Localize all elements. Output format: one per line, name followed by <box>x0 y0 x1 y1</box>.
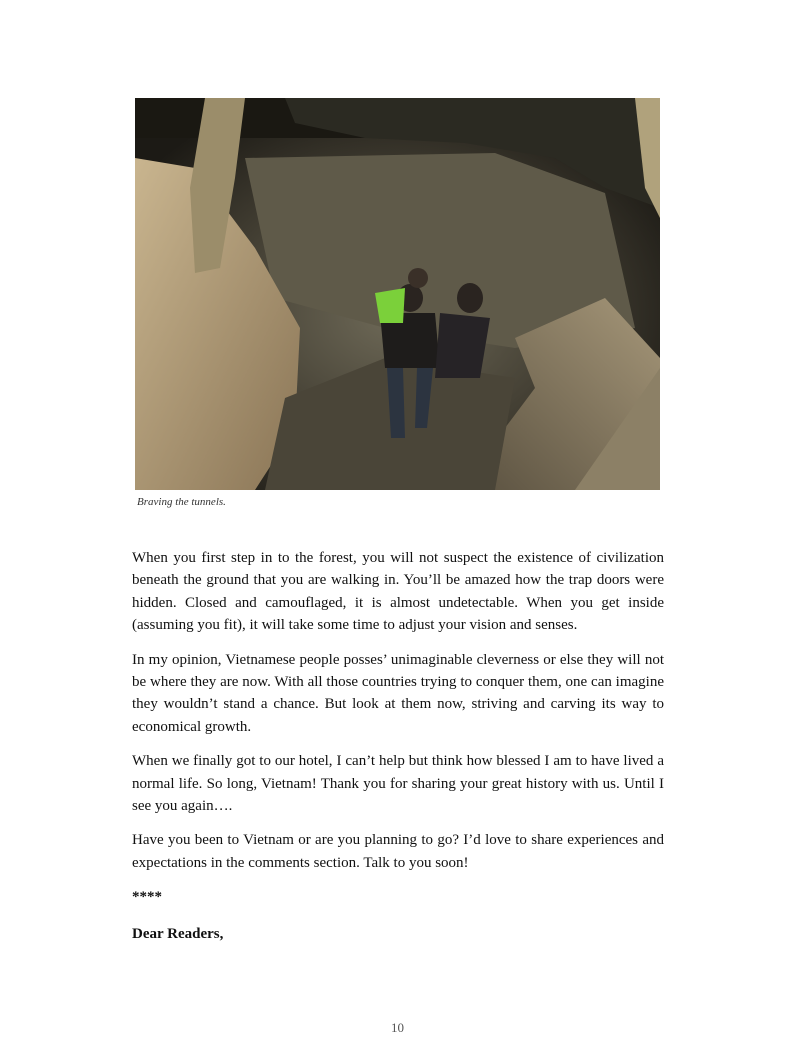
paragraph: Have you been to Vietnam or are you planning to go? I’d love to share experiences and expectations in the comments section. Talk to you soon! <box>132 832 664 871</box>
paragraph: When we finally got to our hotel, I can’t help but think how blessed I am to have lived a normal life. So long, Vietnam! Thank you for sharing your great history with us. Until I see you again…. <box>132 753 664 815</box>
article-body <box>132 547 664 957</box>
paragraph: In my opinion, Vietnamese people posses’ unimaginable cleverness or else they will not be where they are now. With all those countries trying to conquer them, one can imagine they wouldn’t stand a chance. But look at them now, striving and carving its way to economical growth. <box>132 651 664 735</box>
paragraph: When you first step in to the forest, you will not suspect the existence of civilization beneath the ground that you are walking in. You’ll be amazed how the trap doors were hidden. Closed and camouflaged, it is almost undetectable. When you get inside (assuming you fit), it will take some time to adjust your vision and senses. <box>132 550 664 634</box>
tunnel-photo <box>135 98 660 490</box>
page-number: 10 <box>391 1020 404 1035</box>
photo-caption: Braving the tunnels. <box>137 496 226 508</box>
section-separator: **** <box>132 889 162 906</box>
salutation: Dear Readers, <box>132 925 224 942</box>
tunnel-photo-illustration <box>135 98 660 490</box>
